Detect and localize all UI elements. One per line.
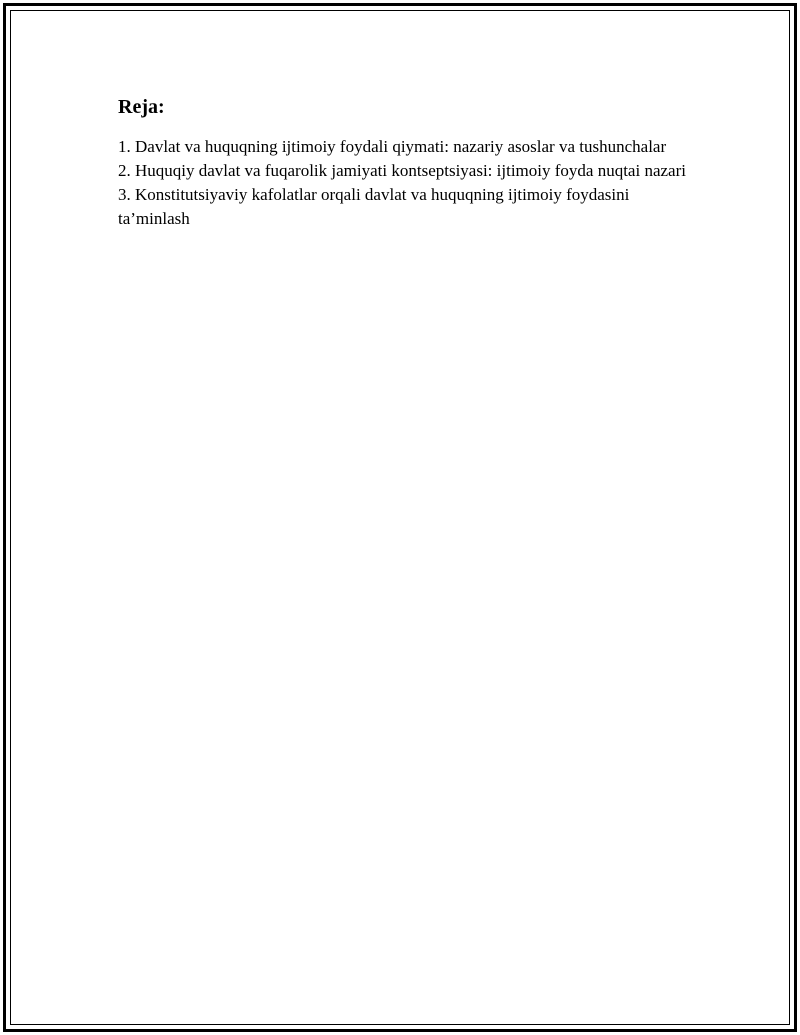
plan-item-2: 2. Huquqiy davlat va fuqarolik jamiyati kontseptsiyasi: ijtimoiy foyda nuqtai nazari — [118, 161, 686, 180]
plan-heading: Reja: — [118, 96, 165, 118]
plan-item-1: 1. Davlat va huquqning ijtimoiy foydali qiymati: nazariy asoslar va tushunchalar — [118, 137, 667, 156]
document-content — [118, 95, 693, 231]
plan-list — [118, 135, 693, 231]
plan-item-3: 3. Konstitutsiyaviy kafolatlar orqali davlat va huquqning ijtimoiy foydasini ta’minlash — [118, 185, 630, 228]
